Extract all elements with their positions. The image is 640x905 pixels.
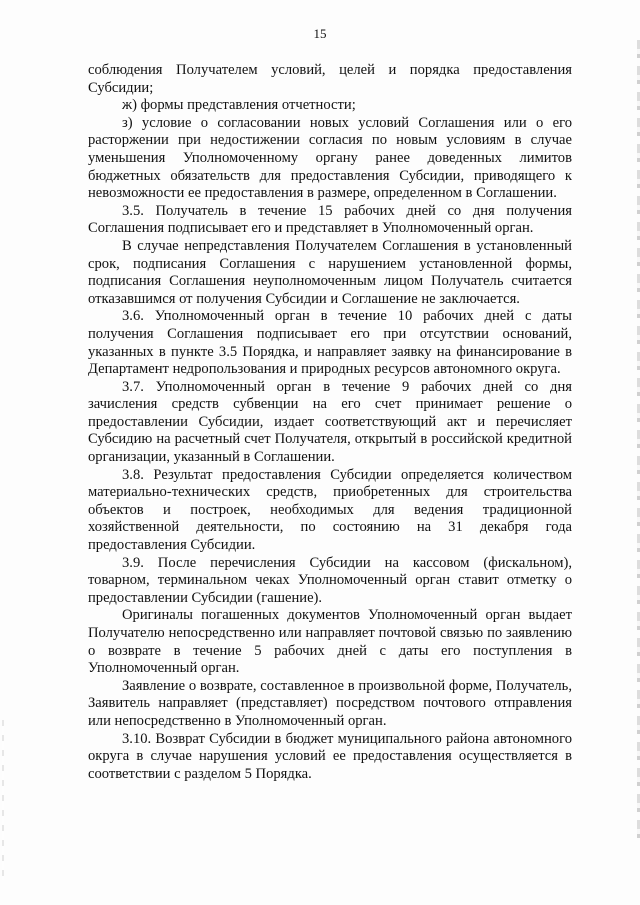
- paragraph: Оригиналы погашенных документов Уполномоченный орган выдает Получателю непосредственно или направляет почтовой связью по заявлению о возврате в течение 5 рабочих дней с даты его поступления в Уполномоченный орган.: [88, 607, 572, 677]
- paragraph: соблюдения Получателем условий, целей и порядка предоставления Субсидии;: [88, 62, 572, 96]
- paragraph: 3.6. Уполномоченный орган в течение 10 рабочих дней с даты получения Соглашения подписывает его при отсутствии оснований, указанных в пункте 3.5 Порядка, и направляет заявку на финансирование в Департамент недропользования и природных ресурсов автономного округа.: [88, 308, 572, 378]
- paragraph: 3.7. Уполномоченный орган в течение 9 рабочих дней со дня зачисления средств субвенции на его счет принимает решение о предоставлении Субсидии, издает соответствующий акт и перечисляет Субсидию на расчетный счет Получателя, открытый в российской кредитной организации, указанный в Соглашении.: [88, 378, 572, 466]
- paragraph: В случае непредставления Получателем Соглашения в установленный срок, подписания Соглашения с нарушением установленной формы, подписания Соглашения неуполномоченным лицом Получатель считается отказавшимся от получения Субсидии и Соглашение не заключается.: [88, 237, 572, 307]
- paragraph: 3.9. После перечисления Субсидии на кассовом (фискальном), товарном, терминальном чеках Уполномоченный орган ставит отметку о предоставлении Субсидии (гашение).: [88, 554, 572, 606]
- paragraph: з) условие о согласовании новых условий Соглашения или о его расторжении при недостижении согласия по новым условиям в случае уменьшения Уполномоченному органу ранее доведенных лимитов бюджетных обязательств для предоставления Субсидии, приводящего к невозможности ее предоставления в размере, определенном в Соглашении.: [88, 114, 572, 202]
- paragraph: ж) формы представления отчетности;: [122, 97, 356, 114]
- paragraph: 3.5. Получатель в течение 15 рабочих дней со дня получения Соглашения подписывает его и представляет в Уполномоченный орган.: [88, 202, 572, 237]
- scan-edge-artifact: [2, 720, 4, 880]
- document-body: [88, 62, 572, 783]
- paragraph: Заявление о возврате, составленное в произвольной форме, Получатель, Заявитель направляет (представляет) посредством почтового отправления или непосредственно в Уполномоченный орган.: [88, 677, 572, 729]
- paragraph: 3.8. Результат предоставления Субсидии определяется количеством материально-технических средств, приобретенных для строительства объектов и построек, необходимых для ведения традиционной хозяйственной деятельности, по состоянию на 31 декабря года предоставления Субсидии.: [88, 466, 572, 554]
- page-number: 15: [313, 26, 327, 41]
- paragraph: 3.10. Возврат Субсидии в бюджет муниципального района автономного округа в случае нарушения условий ее предоставления осуществляется в соответствии с разделом 5 Порядка.: [88, 730, 572, 782]
